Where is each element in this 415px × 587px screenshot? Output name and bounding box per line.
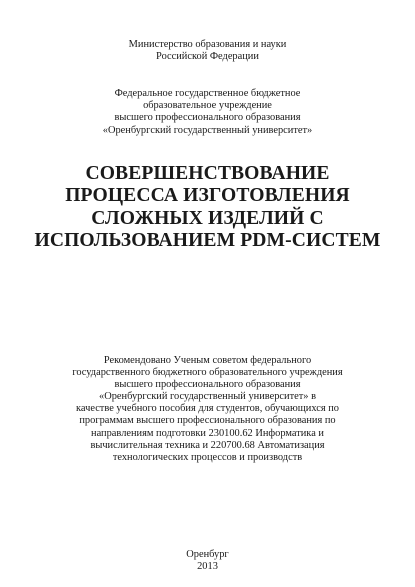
title-line: ИСПОЛЬЗОВАНИЕМ PDM-СИСТЕМ xyxy=(34,230,381,252)
ministry-line: Министерство образования и науки xyxy=(128,39,287,50)
recommendation-line: качестве учебного пособия для студентов, обучающихся по xyxy=(76,403,339,415)
recommendation-line: Рекомендовано Ученым советом федерального xyxy=(103,355,312,366)
book-title xyxy=(0,163,415,253)
institution-line: Федеральное государственное бюджетное xyxy=(114,88,301,99)
institution-line: образовательное учреждение xyxy=(143,100,272,112)
institution-line: «Оренбургский государственный университет» xyxy=(102,124,313,136)
institution-header xyxy=(0,88,415,137)
imprint-city: Оренбург xyxy=(186,549,229,560)
recommendation-line: высшего профессионального образования xyxy=(114,379,301,391)
recommendation-line: технологических процессов и производств xyxy=(112,451,303,463)
recommendation-line: направлениям подготовки 230100.62 Информатика и xyxy=(91,427,324,439)
imprint xyxy=(0,549,415,573)
title-line: ПРОЦЕССА ИЗГОТОВЛЕНИЯ xyxy=(65,185,350,207)
title-line: СОВЕРШЕНСТВОВАНИЕ xyxy=(85,163,330,184)
recommendation-note xyxy=(0,355,415,464)
institution-line: высшего профессионального образования xyxy=(114,112,301,124)
recommendation-line: вычислительная техника и 220700.68 Автоматизация xyxy=(90,439,325,451)
imprint-year: 2013 xyxy=(197,561,218,573)
title-line: СЛОЖНЫХ ИЗДЕЛИЙ С xyxy=(91,207,324,229)
recommendation-line: государственного бюджетного образовательного учреждения xyxy=(72,367,343,379)
ministry-header xyxy=(0,39,415,63)
recommendation-line: программам высшего профессионального образования по xyxy=(79,415,336,427)
ministry-line: Российской Федерации xyxy=(156,51,259,63)
recommendation-line: «Оренбургский государственный университет» в xyxy=(99,391,316,403)
